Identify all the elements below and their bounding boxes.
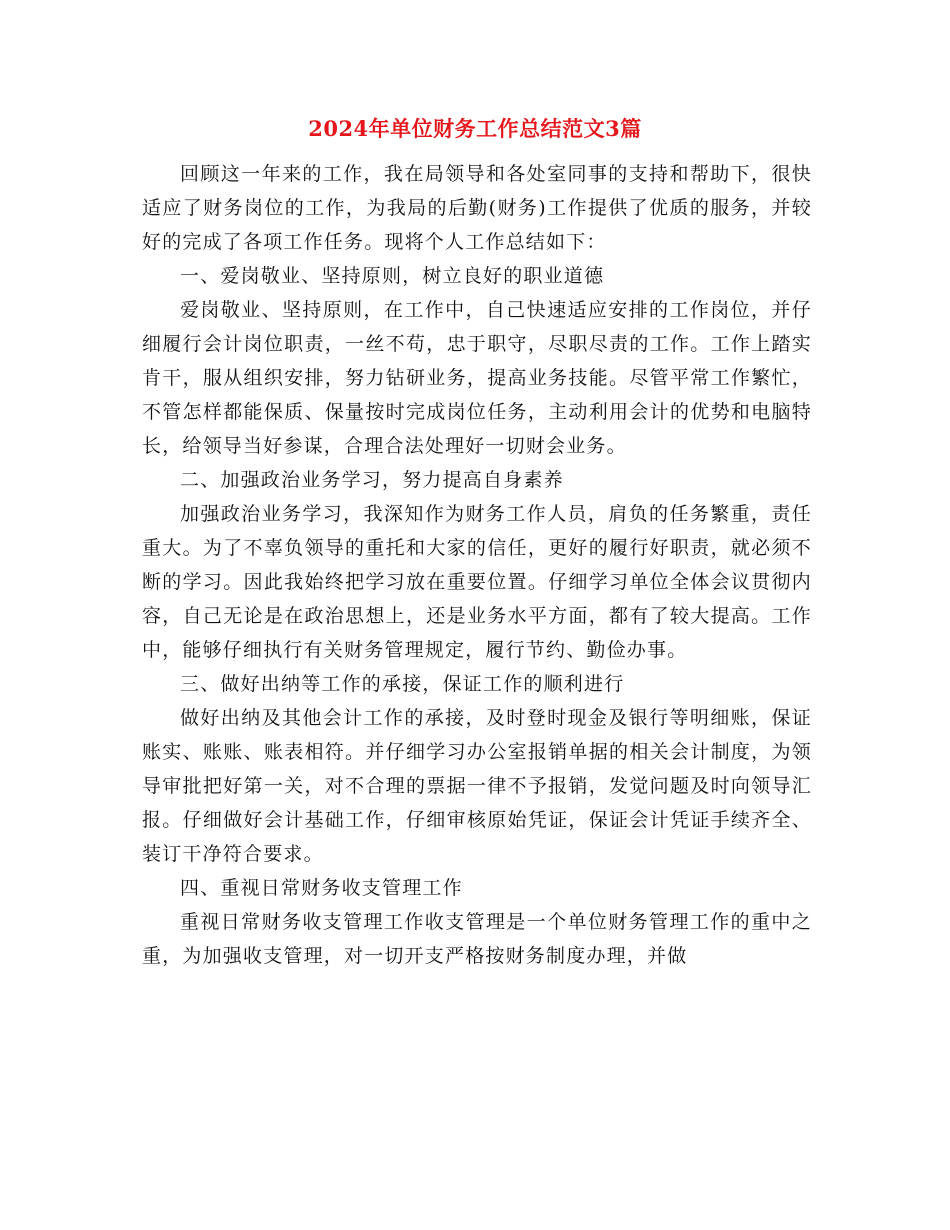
paragraph-section-3: 做好出纳及其他会计工作的承接，及时登时现金及银行等明细账，保证账实、账账、账表相符。并仔细学习办公室报销单据的相关会计制度，为领导审批把好第一关，对不合理的票据一律不予报销，发觉问题及时向领导汇报。仔细做好会计基础工作，仔细审核原始凭证，保证会计凭证手续齐全、装订干净符合要求。 — [142, 707, 812, 865]
paragraph-section-1: 爱岗敬业、坚持原则，在工作中，自己快速适应安排的工作岗位，并仔细履行会计岗位职责，一丝不苟，忠于职守，尽职尽责的工作。工作上踏实肯干，服从组织安排，努力钻研业务，提高业务技能。尽管平常工作繁忙，不管怎样都能保质、保量按时完成岗位任务，主动利用会计的优势和电脑特长，给领导当好参谋，合理合法处理好一切财会业务。 — [142, 299, 812, 457]
section-heading-3: 三、做好出纳等工作的承接，保证工作的顺利进行 — [180, 673, 625, 695]
document-body — [142, 157, 812, 973]
section-heading-1: 一、爱岗敬业、坚持原则，树立良好的职业道德 — [180, 265, 605, 287]
paragraph-section-2: 加强政治业务学习，我深知作为财务工作人员，肩负的任务繁重，责任重大。为了不辜负领导的重托和大家的信任，更好的履行好职责，就必须不断的学习。因此我始终把学习放在重要位置。仔细学习单位全体会议贯彻内容，自己无论是在政治思想上，还是业务水平方面，都有了较大提高。工作中，能够仔细执行有关财务管理规定，履行节约、勤俭办事。 — [142, 503, 812, 661]
paragraph-section-4: 重视日常财务收支管理工作收支管理是一个单位财务管理工作的重中之重，为加强收支管理，对一切开支严格按财务制度办理，并做 — [142, 911, 812, 967]
section-heading-2: 二、加强政治业务学习，努力提高自身素养 — [180, 469, 564, 491]
paragraph-intro: 回顾这一年来的工作，我在局领导和各处室同事的支持和帮助下，很快适应了财务岗位的工作，为我局的后勤(财务)工作提供了优质的服务，并较好的完成了各项工作任务。现将个人工作总结如下： — [142, 163, 812, 253]
section-heading-4: 四、重视日常财务收支管理工作 — [180, 877, 463, 899]
document-title: 2024年单位财务工作总结范文3篇 — [308, 116, 642, 141]
